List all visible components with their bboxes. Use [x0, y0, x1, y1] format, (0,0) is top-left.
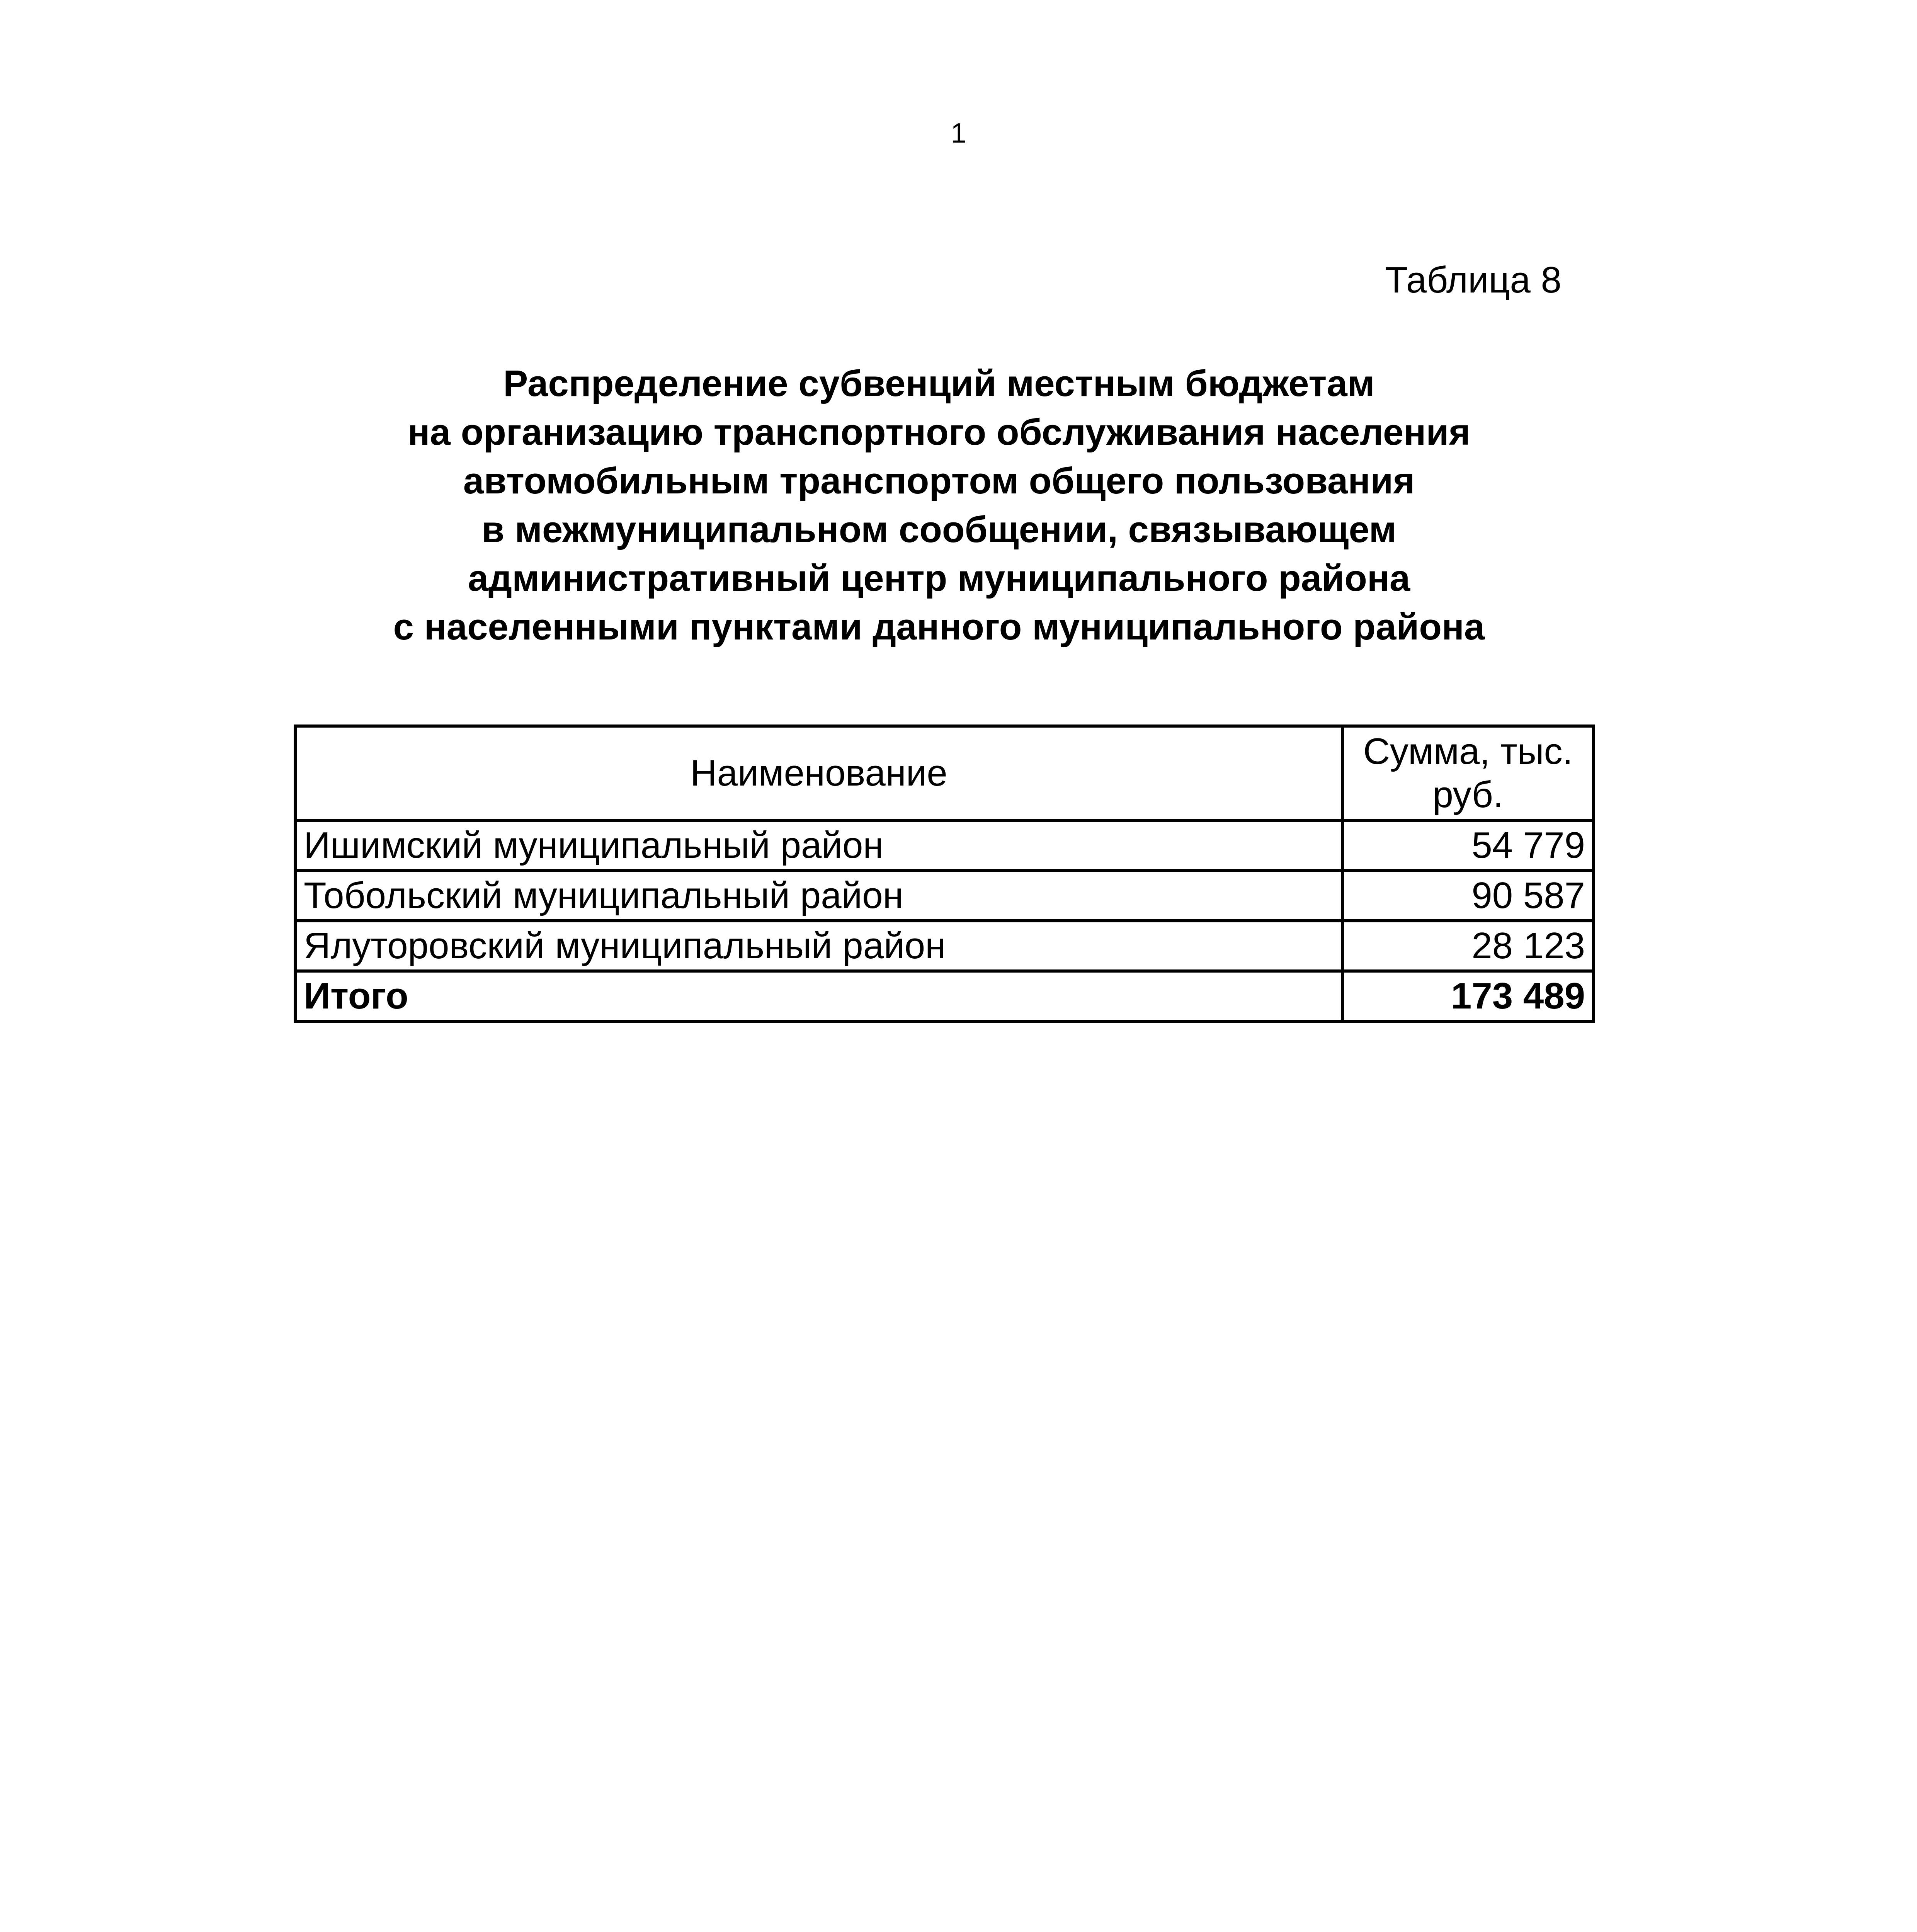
row-sum: 54 779 — [1342, 820, 1594, 871]
total-row — [295, 971, 1594, 1021]
title-line: административный центр муниципального района — [468, 558, 1410, 599]
subvention-table — [294, 724, 1595, 1023]
table-row — [295, 871, 1594, 921]
row-sum: 90 587 — [1342, 871, 1594, 921]
row-sum: 28 123 — [1342, 921, 1594, 971]
header-sum: Сумма, тыс. руб. — [1342, 726, 1594, 820]
title-line: в межмуниципальном сообщении, связывающем — [481, 509, 1397, 550]
title-line: автомобильным транспортом общего пользования — [463, 460, 1415, 502]
row-name: Ялуторовский муниципальный район — [295, 921, 1342, 971]
table-label: Таблица 8 — [1385, 259, 1561, 301]
total-sum: 173 489 — [1342, 971, 1594, 1021]
title-line: Распределение субвенций местным бюджетам — [503, 363, 1375, 404]
header-name: Наименование — [295, 726, 1342, 820]
row-name: Ишимский муниципальный район — [295, 820, 1342, 871]
table-header-row — [295, 726, 1594, 820]
table-row — [295, 921, 1594, 971]
total-name: Итого — [295, 971, 1342, 1021]
row-name: Тобольский муниципальный район — [295, 871, 1342, 921]
document-title — [294, 359, 1584, 651]
title-line: с населенными пунктами данного муниципального района — [393, 606, 1485, 648]
title-line: на организацию транспортного обслуживания населения — [407, 412, 1471, 453]
table-row — [295, 820, 1594, 871]
page-number: 1 — [951, 118, 966, 149]
